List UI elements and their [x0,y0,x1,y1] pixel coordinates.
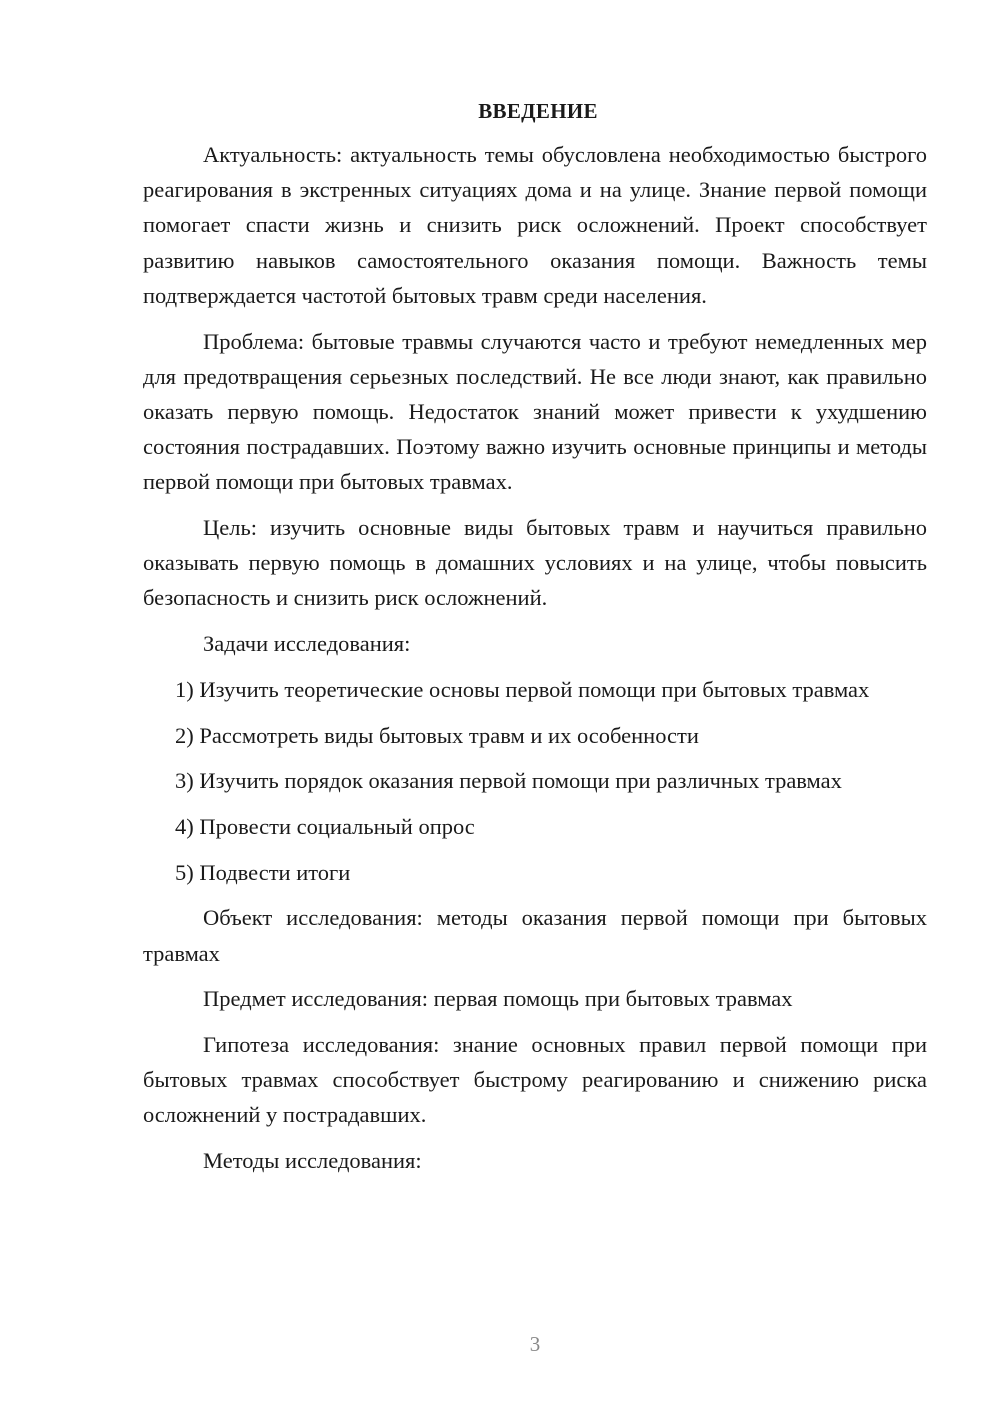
goal-paragraph: Цель: изучить основные виды бытовых травм и научиться правильно оказывать первую помощь в домашних условиях и на улице, чтобы повысить безопасность и снизить риск осложнений. [143,515,927,611]
hypothesis-paragraph: Гипотеза исследования: знание основных правил первой помощи при бытовых травмах способствует быстрому реагированию и снижению риска осложнений у пострадавших. [143,1031,927,1128]
task-item-1: 1) Изучить теоретические основы первой помощи при бытовых травмах [175,676,870,702]
task-item-5: 5) Подвести итоги [175,859,351,885]
section-heading: ВВЕДЕНИЕ [478,99,598,123]
subject-paragraph: Предмет исследования: первая помощь при бытовых травмах [203,986,793,1012]
tasks-heading: Задачи исследования: [203,631,411,657]
task-item-3: 3) Изучить порядок оказания первой помощи при различных травмах [175,768,842,794]
problem-paragraph: Проблема: бытовые травмы случаются часто и требуют немедленных мер для предотвращения серьезных последствий. Не все люди знают, как правильно оказать первую помощь. Недостаток знаний может привести к ухудшению состояния пострадавших. Поэтому важно изучить основные принципы и методы первой помощи при бытовых травмах. [143,328,927,495]
object-paragraph: Объект исследования: методы оказания первой помощи при бытовых травмах [143,905,927,966]
page-number: 3 [529,1332,541,1356]
task-item-4: 4) Провести социальный опрос [175,813,475,839]
relevance-paragraph: Актуальность: актуальность темы обусловлена необходимостью быстрого реагирования в экстренных ситуациях дома и на улице. Знание первой помощи помогает спасти жизнь и снизить риск осложнений. Проект способствует развитию навыков самостоятельного оказания помощи. Важность темы подтверждается частотой бытовых травм среди населения. [143,142,927,308]
task-item-2: 2) Рассмотреть виды бытовых травм и их особенности [175,722,699,748]
page-content [143,96,927,1178]
methods-heading: Методы исследования: [203,1148,422,1174]
